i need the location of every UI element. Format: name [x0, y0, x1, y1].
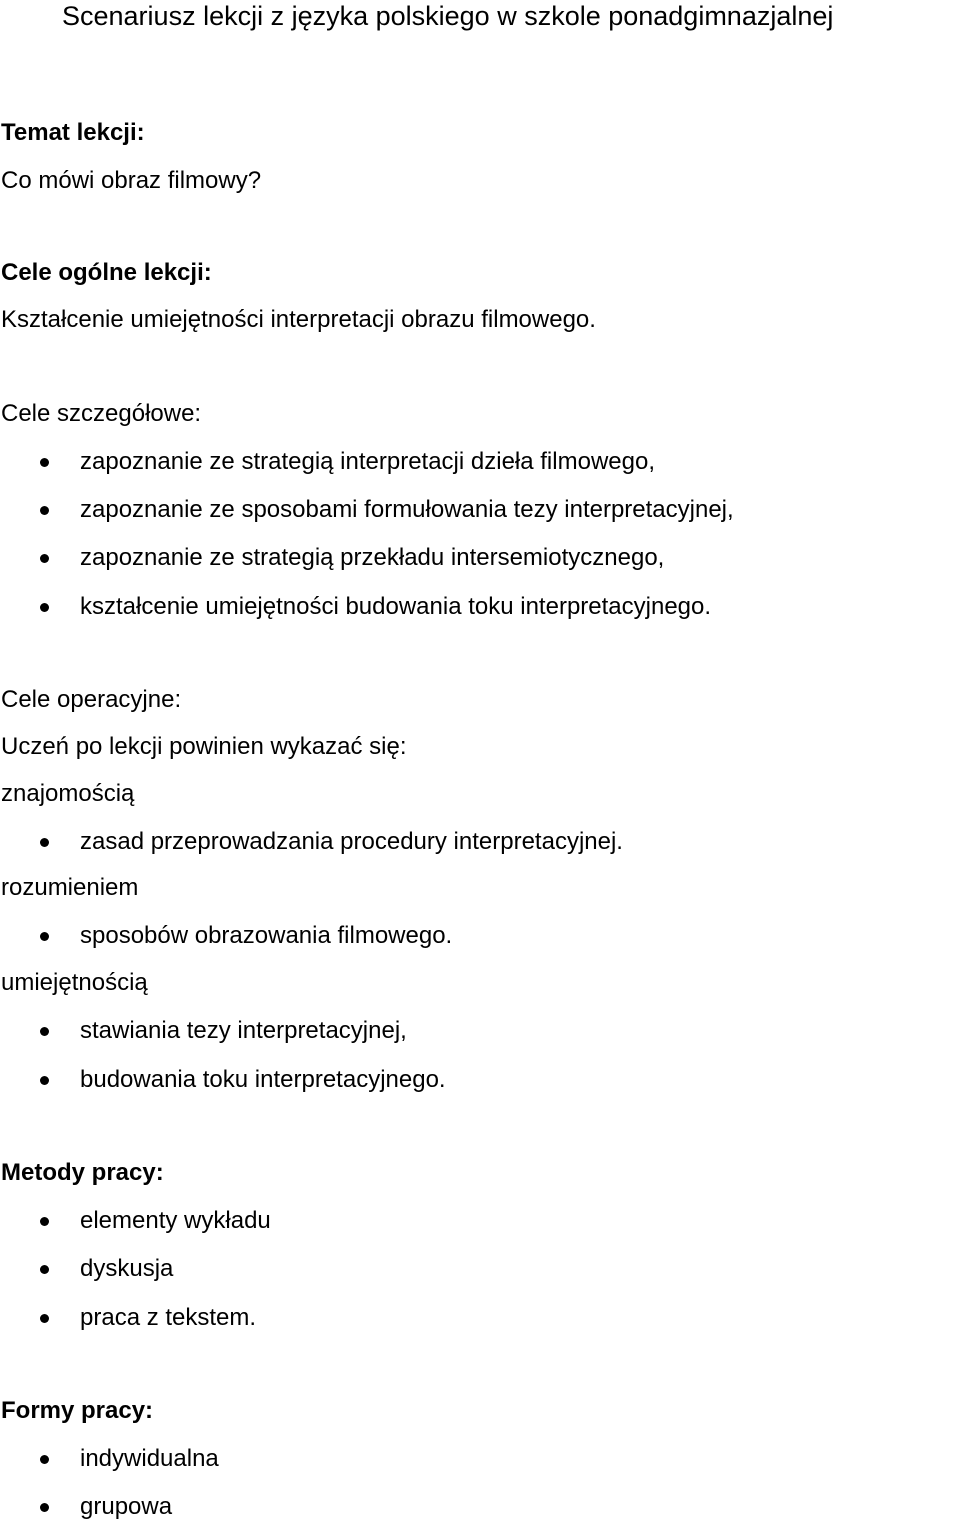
bullet-icon [40, 932, 49, 941]
forms-heading: Formy pracy: [1, 1397, 154, 1424]
operational-group-label: umiejętnością [1, 969, 148, 996]
bullet-icon [40, 1027, 49, 1036]
bullet-icon [40, 1076, 49, 1085]
bullet-icon [40, 1265, 49, 1274]
operational-group-label: znajomością [1, 780, 135, 807]
bullet-icon [40, 1455, 49, 1464]
document-title: Scenariusz lekcji z języka polskiego w szkole ponadgimnazjalnej [62, 1, 834, 31]
operational-goal-text: sposobów obrazowania filmowego. [80, 922, 453, 949]
detailed-goals-heading: Cele szczegółowe: [1, 400, 202, 427]
operational-goal-text: budowania toku interpretacyjnego. [80, 1066, 446, 1093]
method-text: dyskusja [80, 1255, 174, 1282]
detailed-goal-text: zapoznanie ze strategią interpretacji dzieła filmowego, [80, 448, 655, 475]
methods-heading: Metody pracy: [1, 1159, 164, 1186]
detailed-goal-text: kształcenie umiejętności budowania toku interpretacyjnego. [80, 593, 712, 620]
general-goals-text: Kształcenie umiejętności interpretacji obrazu filmowego. [1, 306, 596, 333]
operational-goal-text: stawiania tezy interpretacyjnej, [80, 1017, 407, 1044]
operational-goal-text: zasad przeprowadzania procedury interpretacyjnej. [80, 828, 623, 855]
bullet-icon [40, 1217, 49, 1226]
method-text: elementy wykładu [80, 1207, 271, 1234]
topic-heading: Temat lekcji: [1, 119, 145, 146]
general-goals-heading: Cele ogólne lekcji: [1, 259, 212, 286]
bullet-icon [40, 554, 49, 563]
method-text: praca z tekstem. [80, 1304, 257, 1331]
form-text: indywidualna [80, 1445, 219, 1472]
bullet-icon [40, 506, 49, 515]
bullet-icon [40, 458, 49, 467]
operational-goals-intro: Uczeń po lekcji powinien wykazać się: [1, 733, 407, 760]
bullet-icon [40, 603, 49, 612]
bullet-icon [40, 1314, 49, 1323]
form-text: grupowa [80, 1493, 173, 1520]
detailed-goal-text: zapoznanie ze sposobami formułowania tezy interpretacyjnej, [80, 496, 734, 523]
operational-group-label: rozumieniem [1, 874, 139, 901]
topic-text: Co mówi obraz filmowy? [1, 167, 262, 194]
detailed-goal-text: zapoznanie ze strategią przekładu intersemiotycznego, [80, 544, 665, 571]
bullet-icon [40, 838, 49, 847]
bullet-icon [40, 1503, 49, 1512]
operational-goals-heading: Cele operacyjne: [1, 686, 182, 713]
